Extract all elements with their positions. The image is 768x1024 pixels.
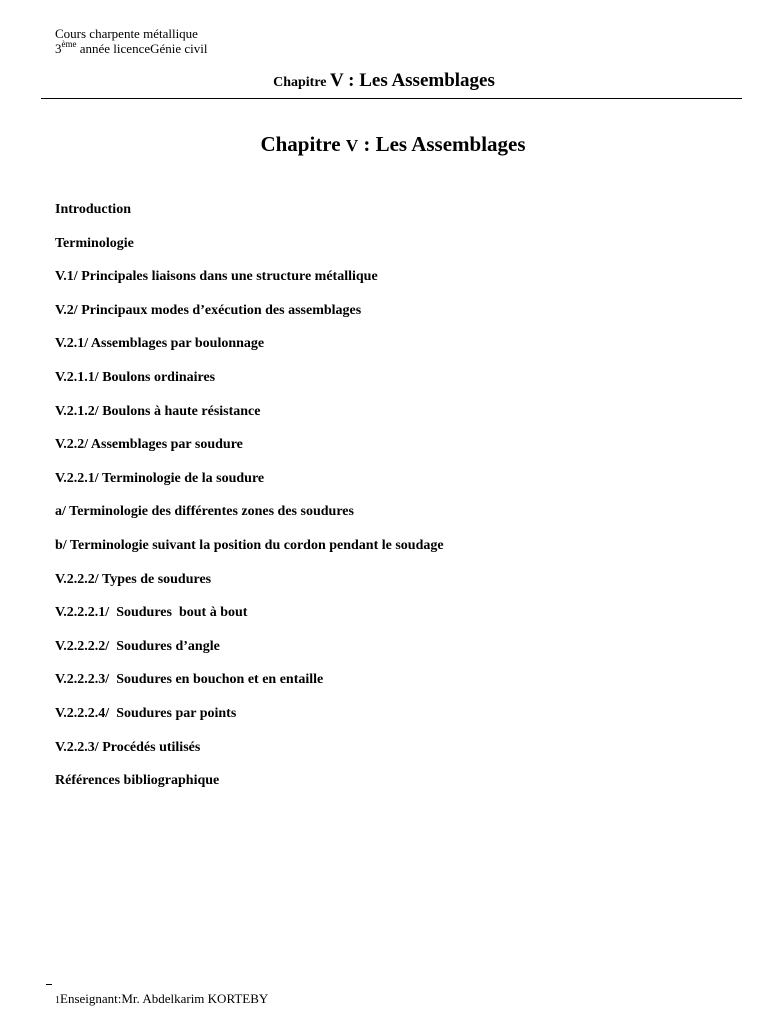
header-course-name: Cours charpente métallique (55, 26, 198, 41)
toc-item: Références bibliographique (55, 773, 220, 789)
toc-item: a/ Terminologie des différentes zones des soudures (55, 504, 354, 520)
toc-item: V.2.2.2.4/ Soudures par points (55, 705, 237, 721)
toc-item: V.2.2.1/ Terminologie de la soudure (55, 470, 265, 486)
toc-item: V.1/ Principales liaisons dans une structure métallique (55, 269, 378, 285)
page-title-part1: Chapitre (260, 132, 346, 156)
header-year-level (55, 38, 208, 56)
toc-item: V.2.2.2/ Types de soudures (55, 571, 212, 587)
header-divider (41, 98, 742, 99)
page-title (0, 130, 768, 160)
toc-item: V.2/ Principaux modes d’exécution des assemblages (55, 302, 362, 318)
table-of-contents (55, 201, 444, 806)
year-rest: année licenceGénie civil (76, 41, 208, 56)
toc-item: V.2.2/ Assemblages par soudure (55, 437, 243, 453)
toc-item: V.2.1.2/ Boulons à haute résistance (55, 403, 261, 419)
page-title-part2: V (345, 136, 359, 155)
toc-item: V.2.1/ Assemblages par boulonnage (55, 336, 265, 352)
footer-page-number: 1 (55, 995, 60, 1006)
toc-item: Introduction (55, 202, 131, 217)
footer-text: Enseignant:Mr. Abdelkarim KORTEBY (60, 991, 269, 1006)
year-number: 3 (55, 41, 62, 56)
header-chapter-name: V : Les Assemblages (330, 70, 495, 91)
page-title-part3: : Les Assemblages (358, 132, 526, 156)
footer-teacher (55, 991, 268, 1009)
toc-item: Terminologie (55, 235, 134, 251)
toc-item: V.2.2.2.3/ Soudures en bouchon et en entaille (55, 672, 324, 688)
header-chapter-title (0, 70, 768, 94)
header-chapter-prefix: Chapitre (273, 75, 331, 90)
toc-item: b/ Terminologie suivant la position du cordon pendant le soudage (55, 537, 444, 553)
year-superscript: ème (61, 38, 77, 49)
footnote-separator (46, 984, 52, 985)
toc-item: V.2.1.1/ Boulons ordinaires (55, 369, 216, 385)
toc-item: V.2.2.3/ Procédés utilisés (55, 739, 201, 755)
toc-item: V.2.2.2.1/ Soudures bout à bout (55, 605, 248, 621)
toc-item: V.2.2.2.2/ Soudures d’angle (55, 638, 220, 654)
